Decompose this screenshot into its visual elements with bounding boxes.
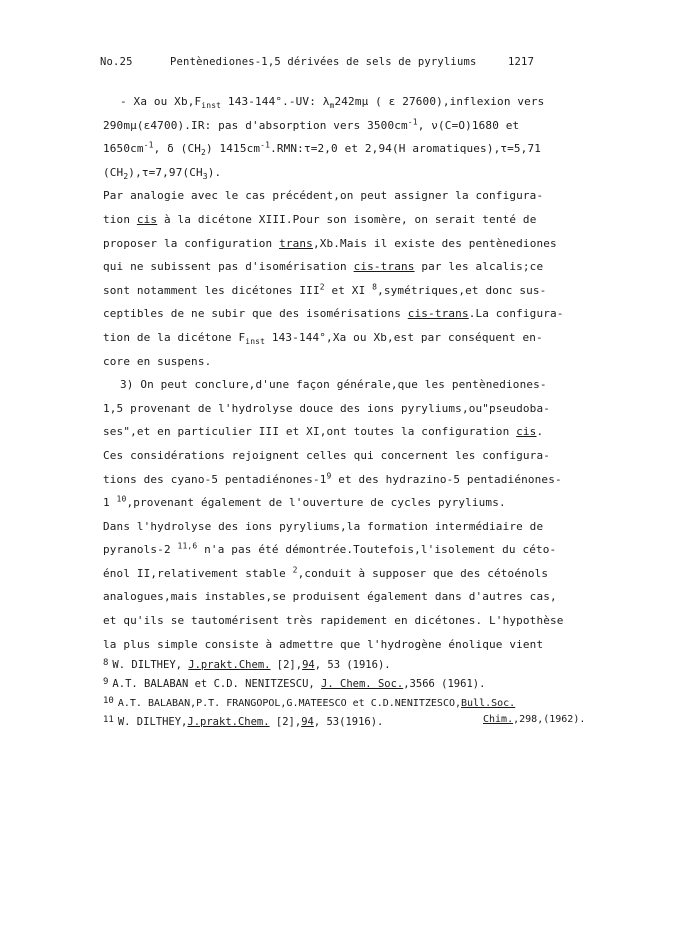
text-line: énol II,relativement stable $^2$,conduit à supposer que des cétoénols [103,565,549,580]
footnotes [103,656,586,732]
running-header [100,56,560,72]
text-line: proposer la configuration trans,Xb.Mais il existe des pentènediones [103,236,557,250]
text-line: tion de la dicétone $F_{inst}$ 143-144°,Xa ou Xb,est par conséquent en- [103,330,543,347]
text-line: pyranols-2 $^{11,6}$ n'a pas été démontrée.Toutefois,l'isolement du céto- [103,541,557,557]
text-line: Ces considérations rejoignent celles qui concernent les configura- [103,448,550,462]
text-line: sont notamment les dicétones III$^2$ et XI $^8$,symétriques,et donc sus- [103,282,547,297]
text-line: et qu'ils se tautomérisent très rapidement en dicétones. L'hypothèse [103,614,564,628]
text-line: - Xa ou $Xb,F_{inst}$ 143-144°.-UV: $\lambda_m242m\mu$ ( ε 27600),inflexion vers [120,95,545,111]
text-line: tions des cyano-5 pentadiénones-$1^9$ et des hydrazino-5 pentadiénones- [103,470,562,486]
text-line: qui ne subissent pas d'isomérisation cis-trans par les alcalis;ce [103,260,544,274]
text-line: 3) On peut conclure,d'une façon générale,que les pentènediones- [120,378,547,392]
footnote-8: 8 W. DILTHEY, J.prakt.Chem. [2],94, 53 (1916). [103,658,391,671]
running-title: Pentènediones-1,5 dérivées de sels de pyryliums [170,56,477,68]
text-line: la plus simple consiste à admettre que l'hydrogène énolique vient [103,637,544,651]
footnote-9: 9 A.T. BALABAN et C.D. NENITZESCU, J. Chem. Soc.,3566 (1961). [103,677,486,690]
text-line: Par analogie avec le cas précédent,on peut assigner la configura- [103,189,544,203]
text-line: analogues,mais instables,se produisent également dans d'autres cas, [103,590,557,604]
text-line: 290mμ(ε4700).IR: pas d'absorption vers $3500cm^{-1}$, ν(C=O)1680 et [103,116,520,132]
text-line: ceptibles de ne subir que des isomérisations cis-trans.La configura- [103,307,564,321]
text-line: core en suspens. [103,354,212,368]
footnote-10-continuation: Chim.,298,(1962). [483,714,586,725]
text-line: 1 $^{10}$,provenant également de l'ouverture de cycles pyryliums. [103,494,506,510]
text-line: ses",et en particulier III et XI,ont toutes la configuration cis. [103,425,544,439]
page-number: 1217 [508,56,535,68]
text-line: $(CH_2),\tau=7,97(CH_3)$. [103,165,222,181]
text-line: tion cis à la dicétone XIII.Pour son isomère, on serait tenté de [103,212,537,226]
footnote-10: 10 A.T. BALABAN,P.T. FRANGOPOL,G.MATEESCO et C.D.NENITZESCO,Bull.Soc. Chim.,298,(1962). [103,694,583,713]
journal-issue-number: No.25 [100,56,133,68]
body-text [103,90,583,656]
text-line: Dans l'hydrolyse des ions pyryliums,la formation intermédiaire de [103,519,544,533]
text-line: $1650cm^{-1}$, δ $(CH_2)$ $1415cm^{-1}.RMN:\tau=2,0$ et 2,94(H aromatiques),τ=5,71 [103,140,541,158]
text-line: 1,5 provenant de l'hydrolyse douce des ions pyryliums,ou"pseudoba- [103,401,550,415]
footnote-11: 11 W. DILTHEY,J.prakt.Chem. [2],94, 53(1916). [103,715,384,728]
